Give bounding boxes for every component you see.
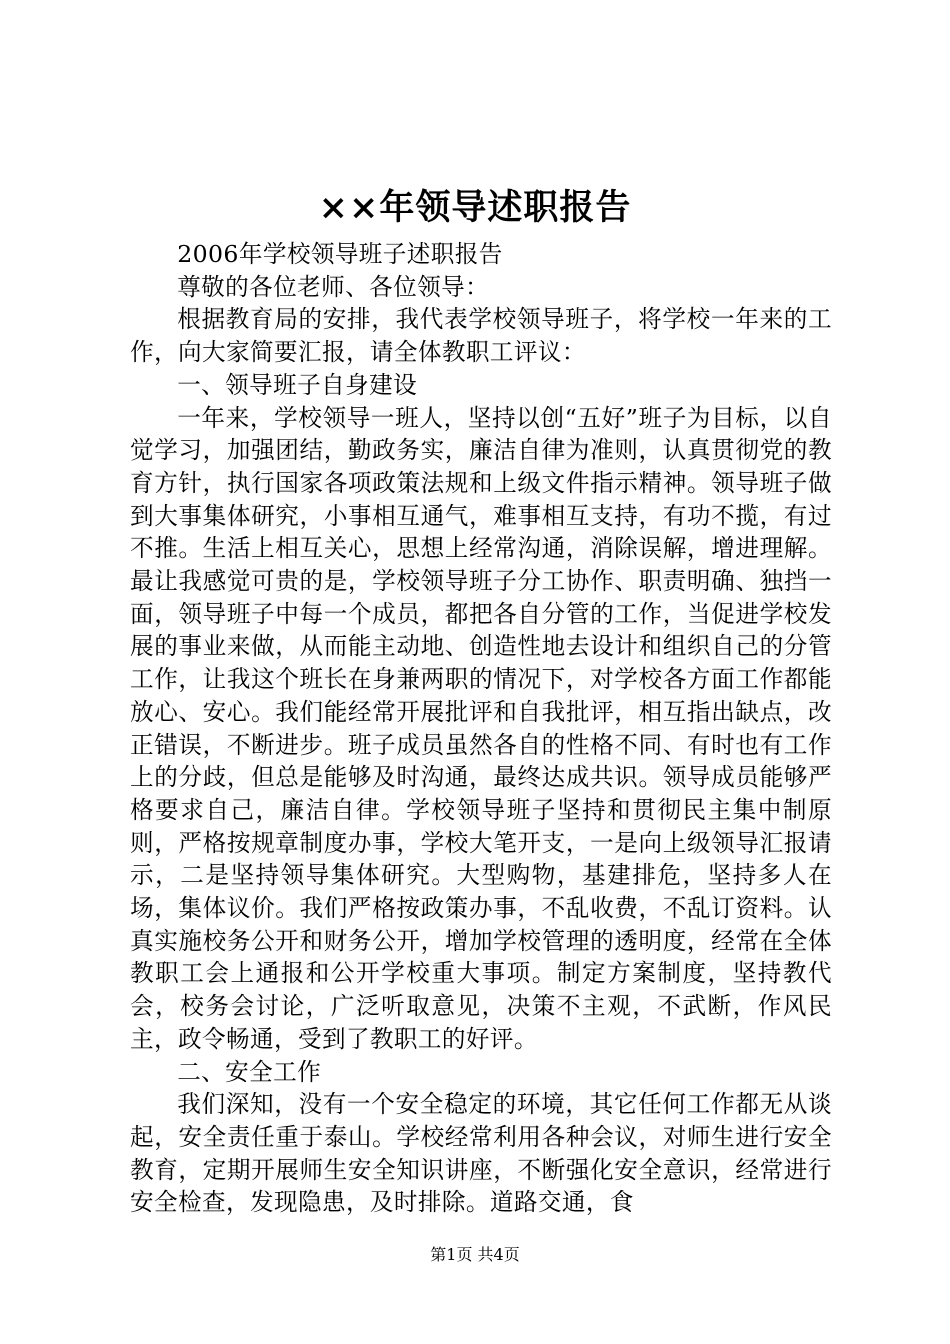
salutation: 尊敬的各位老师、各位领导： [177,272,490,301]
report-subtitle: 2006年学校领导班子述职报告 [177,240,503,268]
document-title: ××年领导述职报告 [318,187,632,228]
section-2-paragraph: 我们深知，没有一个安全稳定的环境，其它任何工作都无从谈起，安全责任重于泰山。学校经常利用各种会议，对师生进行安全教育，定期开展师生安全知识讲座，不断强化安全意识，经常进行安全检查，发现隐患，及时排除。道路交通，食 [130,1090,832,1217]
document-body [130,238,832,1219]
page-footer: 第1页 共4页 [430,1245,520,1264]
section-heading-1: 一、领导班子自身建设 [177,370,418,399]
intro-paragraph: 根据教育局的安排，我代表学校领导班子，将学校一年来的工作，向大家简要汇报，请全体教职工评议： [130,305,832,367]
section-1-paragraph: 一年来，学校领导一班人，坚持以创“五好”班子为目标，以自觉学习，加强团结，勤政务实，廉洁自律为准则，认真贯彻党的教育方针，执行国家各项政策法规和上级文件指示精神。领导班子做到大事集体研究，小事相互通气，难事相互支持，有功不揽，有过不推。生活上相互关心，思想上经常沟通，消除误解，增进理解。最让我感觉可贵的是，学校领导班子分工协作、职责明确、独挡一面，领导班子中每一个成员，都把各自分管的工作，当促进学校发展的事业来做，从而能主动地、创造性地去设计和组织自己的分管工作，让我这个班长在身兼两职的情况下，对学校各方面工作都能放心、安心。我们能经常开展批评和自我批评，相互指出缺点，改正错误，不断进步。班子成员虽然各自的性格不同、有时也有工作上的分歧，但总是能够及时沟通，最终达成共识。领导成员能够严格要求自己，廉洁自律。学校领导班子坚持和贯彻民主集中制原则，严格按规章制度办事，学校大笔开支，一是向上级领导汇报请示，二是坚持领导集体研究。大型购物，基建排危，坚持多人在场，集体议价。我们严格按政策办事，不乱收费，不乱订资料。认真实施校务公开和财务公开，增加学校管理的透明度，经常在全体教职工会上通报和公开学校重大事项。制定方案制度，坚持教代会，校务会讨论，广泛听取意见，决策不主观，不武断，作风民主，政令畅通，受到了教职工的好评。 [130,403,832,1053]
section-heading-2: 二、安全工作 [177,1057,322,1086]
